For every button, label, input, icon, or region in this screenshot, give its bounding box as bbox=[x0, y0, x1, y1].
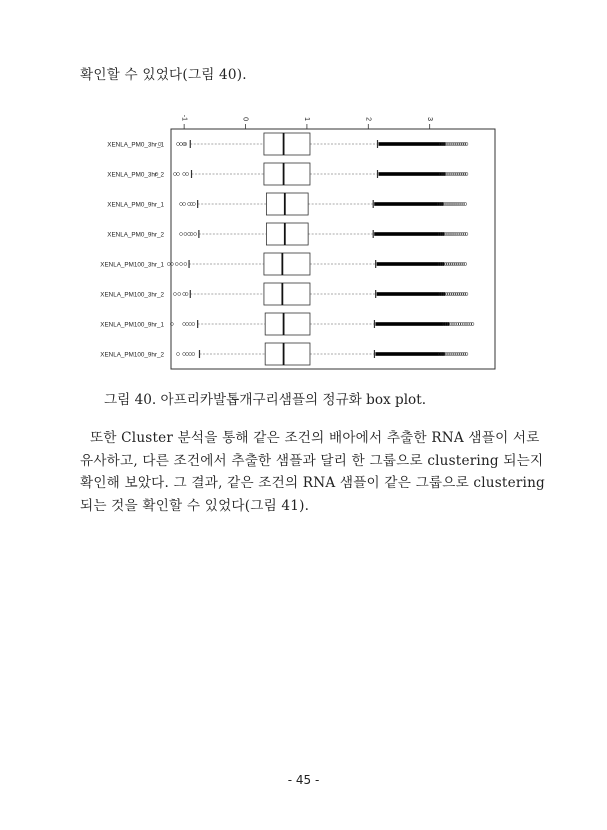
box bbox=[264, 253, 310, 275]
outlier-point bbox=[177, 353, 180, 356]
outlier-point bbox=[177, 173, 180, 176]
outlier-point bbox=[183, 353, 186, 356]
box bbox=[264, 283, 310, 305]
outlier-point bbox=[186, 323, 189, 326]
outlier-point bbox=[180, 263, 183, 266]
outlier-point bbox=[184, 263, 187, 266]
outlier-band bbox=[377, 262, 444, 266]
outlier-band bbox=[379, 172, 446, 176]
outlier-point bbox=[192, 353, 195, 356]
outlier-point bbox=[173, 293, 176, 296]
box bbox=[265, 313, 310, 335]
sample-label: XENLA_PM0_3hr_2 bbox=[107, 171, 164, 179]
box bbox=[264, 163, 310, 185]
body-line: 유사하고, 다른 조건에서 추출한 샘플과 달리 한 그룹으로 clustering 되는지 bbox=[80, 452, 544, 469]
x-tick-label: 3 bbox=[425, 117, 433, 121]
sample-label: XENLA_PM0_9hr_1 bbox=[107, 201, 164, 209]
outlier-point bbox=[465, 233, 468, 236]
x-tick-label: 1 bbox=[303, 117, 311, 121]
outlier-point bbox=[178, 293, 181, 296]
boxplot-chart bbox=[95, 112, 500, 374]
sample-label: XENLA_PM100_9hr_1 bbox=[100, 321, 164, 329]
outlier-point bbox=[186, 173, 189, 176]
outlier-point bbox=[177, 143, 180, 146]
outlier-point bbox=[173, 173, 176, 176]
sample-label: XENLA_PM100_9hr_2 bbox=[100, 351, 164, 359]
outlier-point bbox=[464, 263, 467, 266]
sample-label: XENLA_PM100_3hr_2 bbox=[100, 291, 164, 299]
outlier-band bbox=[374, 202, 443, 206]
outlier-point bbox=[186, 353, 189, 356]
outlier-point bbox=[183, 203, 186, 206]
outlier-point bbox=[189, 353, 192, 356]
outlier-point bbox=[175, 263, 178, 266]
sample-label: XENLA_PM0_9hr_2 bbox=[107, 231, 164, 239]
outlier-point bbox=[189, 323, 192, 326]
outlier-point bbox=[180, 233, 183, 236]
outlier-point bbox=[184, 233, 187, 236]
outlier-point bbox=[465, 143, 468, 146]
outlier-band bbox=[375, 352, 444, 356]
outlier-band bbox=[379, 142, 446, 146]
outlier-point bbox=[183, 323, 186, 326]
box bbox=[266, 223, 308, 245]
outlier-point bbox=[192, 323, 195, 326]
box bbox=[264, 133, 310, 155]
body-line: 또한 Cluster 분석을 통해 같은 조건의 배아에서 추출한 RNA 샘플이 서로 bbox=[90, 430, 540, 446]
sample-label: XENLA_PM100_3hr_1 bbox=[100, 261, 164, 269]
outlier-point bbox=[167, 263, 170, 266]
body-paragraph bbox=[80, 427, 545, 517]
outlier-band bbox=[375, 322, 449, 326]
outlier-point bbox=[465, 293, 468, 296]
outlier-point bbox=[194, 233, 197, 236]
outlier-band bbox=[377, 292, 445, 296]
outlier-point bbox=[464, 203, 467, 206]
x-tick-label: -1 bbox=[180, 114, 188, 121]
sample-label: XENLA_PM0_3hr_1 bbox=[107, 141, 164, 149]
outlier-point bbox=[183, 173, 186, 176]
page-number: - 45 - bbox=[287, 773, 320, 787]
boxplot-figure bbox=[95, 112, 500, 374]
x-tick-label: 0 bbox=[241, 117, 249, 121]
figure-caption: 그림 40. 아프리카발톱개구리샘플의 정규화 box plot. bbox=[104, 392, 427, 408]
outlier-point bbox=[465, 353, 468, 356]
outlier-point bbox=[471, 323, 474, 326]
box bbox=[265, 343, 310, 365]
outlier-point bbox=[180, 203, 183, 206]
outlier-band bbox=[374, 232, 444, 236]
body-line: 확인해 보았다. 그 결과, 같은 조건의 RNA 샘플이 같은 그룹으로 clustering bbox=[80, 475, 545, 491]
outlier-point bbox=[180, 143, 183, 146]
box bbox=[266, 193, 308, 215]
plot-frame bbox=[171, 129, 495, 369]
intro-text: 확인할 수 있었다(그림 40). bbox=[80, 67, 247, 83]
x-tick-label: 2 bbox=[364, 117, 372, 121]
body-line: 되는 것을 확인할 수 있었다(그림 41). bbox=[80, 497, 310, 514]
outlier-point bbox=[465, 173, 468, 176]
